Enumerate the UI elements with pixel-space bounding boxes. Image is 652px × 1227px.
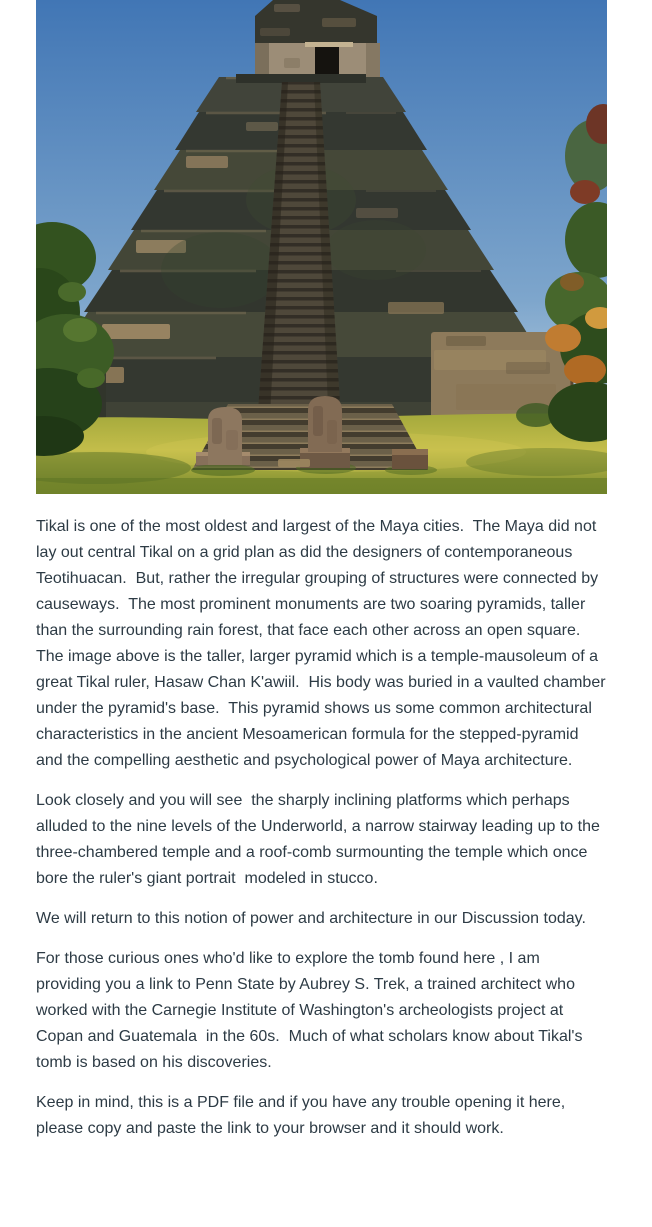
tikal-pyramid-photo <box>36 0 607 494</box>
article-text <box>36 514 610 1142</box>
paragraph-pdf-note: Keep in mind, this is a PDF file and if you have any trouble opening it here, please copy and paste the link to your browser and it should work. <box>36 1094 570 1137</box>
paragraph-look-closely: Look closely and you will see the sharply inclining platforms which perhaps alluded to the nine levels of the Underworld, a narrow stairway leading up to the three-chambered temple and a roof-comb surmounting the temple which once bore the ruler's giant portrait modeled in stucco. <box>36 792 605 887</box>
door-lintel <box>305 42 353 47</box>
paragraph-tomb-link: For those curious ones who'd like to explore the tomb found here , I am providing you a link to Penn State by Aubrey S. Trek, a trained architect who worked with the Carnegie Institute of Washington's archeologists project at Copan and Guatemala in the 60s. Much of what scholars know about Tikal's tomb is based on his discoveries. <box>36 950 587 1071</box>
paragraph-tikal-intro: Tikal is one of the most oldest and largest of the Maya cities. The Maya did not lay out central Tikal on a grid plan as did the designers of contemporaneous Teotihuacan. But, rather the irregular grouping of structures were connected by causeways. The most prominent monuments are two soaring pyramids, taller than the surrounding rain forest, that face each other across an open square. The image above is the taller, larger pyramid which is a temple-mausoleum of a great Tikal ruler, Hasaw Chan K'awiil. His body was buried in a vaulted chamber under the pyramid's base. This pyramid shows us some common architectural characteristics in the ancient Mesoamerican formula for the stepped-pyramid and the compelling aesthetic and psychological power of Maya architecture. <box>36 518 610 769</box>
flat-stone-slab <box>278 459 310 467</box>
paragraph-discussion-note: We will return to this notion of power and architecture in our Discussion today. <box>36 910 586 927</box>
tikal-photo-illustration <box>36 0 607 494</box>
temple-doorway <box>315 47 339 77</box>
